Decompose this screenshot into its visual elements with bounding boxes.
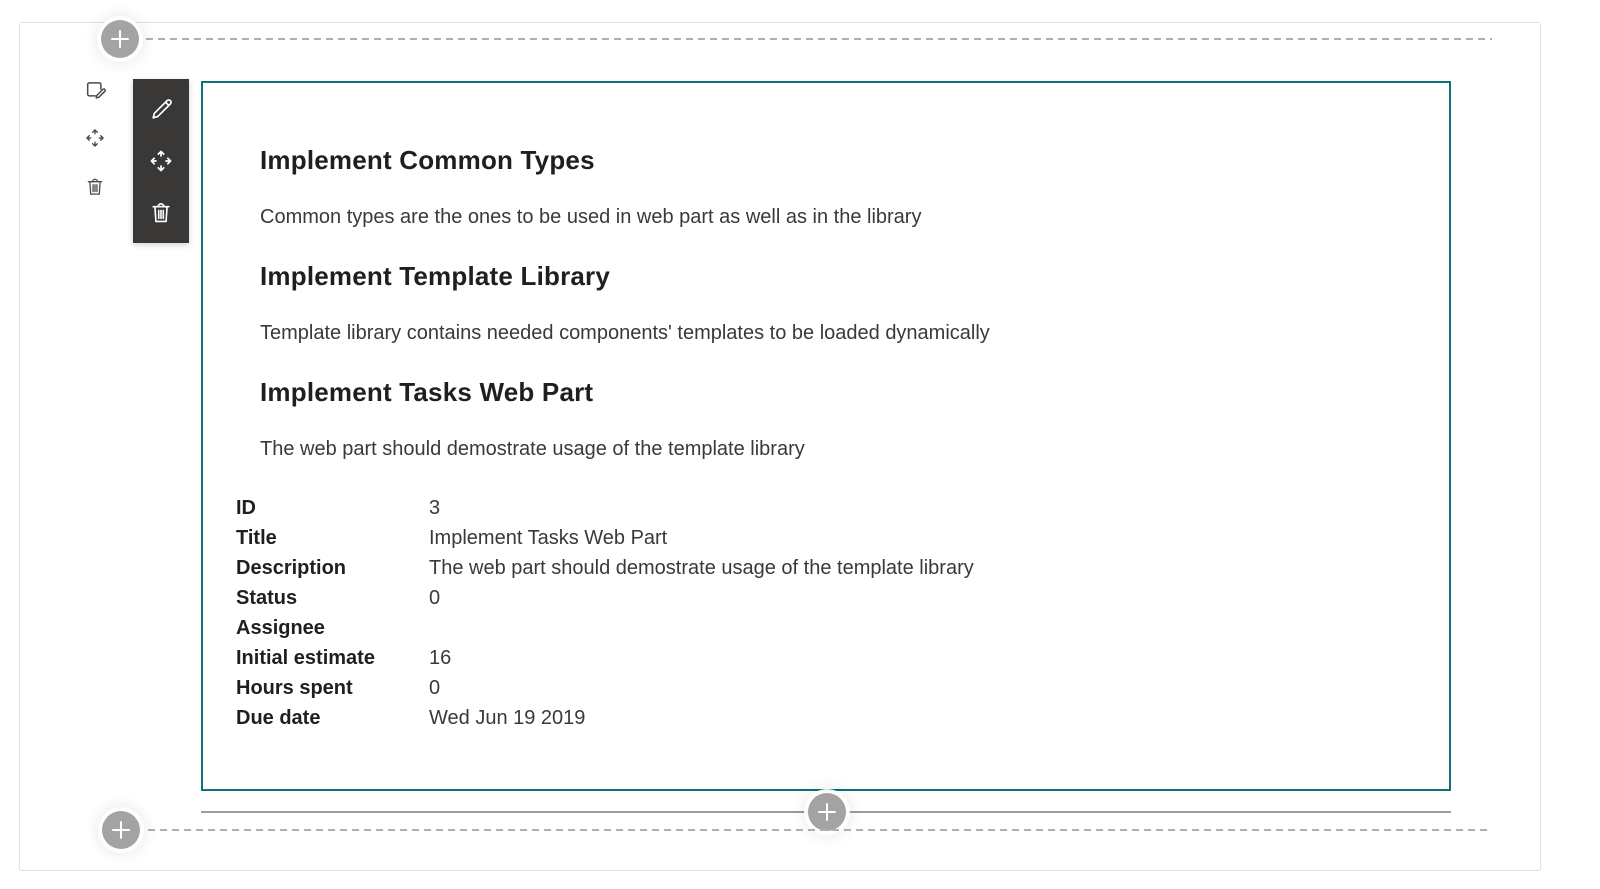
table-row xyxy=(236,673,974,703)
table-row xyxy=(236,553,974,583)
detail-label: Description xyxy=(236,557,347,579)
table-row xyxy=(236,643,974,673)
table-row xyxy=(236,703,974,733)
task-details-table xyxy=(236,493,974,733)
detail-label: Initial estimate xyxy=(236,647,375,669)
detail-label: Status xyxy=(236,587,298,609)
webpart-toolbar xyxy=(133,79,189,243)
add-section-button-bottom[interactable] xyxy=(102,811,140,849)
detail-value: The web part should demostrate usage of the template library xyxy=(429,557,974,579)
section-boundary-top xyxy=(146,38,1492,40)
move-webpart-button[interactable] xyxy=(146,146,176,176)
detail-label: ID xyxy=(236,497,256,519)
section-boundary-bottom xyxy=(148,829,1492,831)
table-row xyxy=(236,493,974,523)
detail-value: 0 xyxy=(429,587,441,609)
delete-icon xyxy=(148,200,174,226)
webpart-heading: Implement Template Library xyxy=(260,261,611,291)
webpart-paragraph: The web part should demostrate usage of the template library xyxy=(260,438,805,460)
detail-label: Title xyxy=(236,527,277,549)
webpart-heading: Implement Common Types xyxy=(260,145,595,175)
detail-value: Wed Jun 19 2019 xyxy=(429,707,586,729)
add-section-button-top[interactable] xyxy=(101,20,139,58)
webpart-paragraph: Common types are the ones to be used in web part as well as in the library xyxy=(260,206,922,228)
detail-value: 16 xyxy=(429,647,452,669)
move-section-button[interactable] xyxy=(80,123,110,153)
detail-label: Assignee xyxy=(236,617,325,639)
edit-pencil-icon xyxy=(148,96,175,123)
section-toolbar xyxy=(80,74,110,202)
delete-webpart-button[interactable] xyxy=(146,198,176,228)
plus-icon xyxy=(110,819,132,841)
table-row xyxy=(236,613,974,643)
delete-icon xyxy=(84,176,106,198)
edit-section-icon xyxy=(84,78,107,101)
move-icon xyxy=(84,127,106,149)
webpart-heading: Implement Tasks Web Part xyxy=(260,377,594,407)
detail-value xyxy=(429,613,974,643)
add-webpart-button[interactable] xyxy=(808,793,846,831)
plus-icon xyxy=(816,801,838,823)
edit-section-button[interactable] xyxy=(80,74,110,104)
detail-value: Implement Tasks Web Part xyxy=(429,527,668,549)
detail-value: 0 xyxy=(429,677,441,699)
table-row xyxy=(236,523,974,553)
plus-icon xyxy=(109,28,131,50)
detail-value: 3 xyxy=(429,497,441,519)
delete-section-button[interactable] xyxy=(80,172,110,202)
detail-label: Due date xyxy=(236,707,321,729)
table-row xyxy=(236,583,974,613)
webpart-paragraph: Template library contains needed components' templates to be loaded dynamically xyxy=(260,322,990,344)
tasks-webpart[interactable] xyxy=(201,81,1451,791)
edit-webpart-button[interactable] xyxy=(146,94,176,124)
detail-label: Hours spent xyxy=(236,677,353,699)
move-icon xyxy=(148,148,174,174)
